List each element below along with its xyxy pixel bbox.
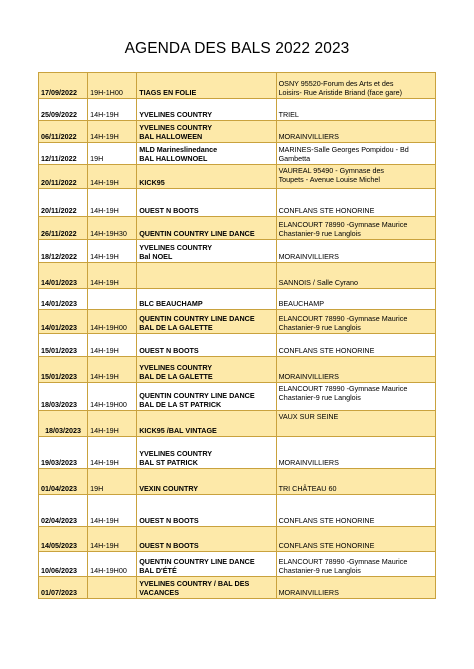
row-date: 26/11/2022 — [39, 217, 88, 240]
row-time: 14H-19H — [88, 121, 137, 143]
row-event-line: YVELINES COUNTRY — [139, 110, 213, 119]
row-event-line: VACANCES — [139, 588, 180, 597]
row-event-line: YVELINES COUNTRY — [139, 243, 213, 252]
row-event-line: BAL DE LA GALETTE — [139, 372, 213, 381]
row-event-line: Bal NOEL — [139, 252, 173, 261]
row-event-line: TIAGS EN FOLIE — [139, 88, 197, 97]
row-place — [276, 73, 435, 99]
row-place — [276, 495, 435, 527]
row-place-line: CONFLANS STE HONORINE — [278, 346, 375, 355]
row-place-line: VAUREAL 95490 - Gymnase des — [278, 166, 385, 175]
row-place — [276, 527, 435, 552]
row-event-line: BAL D'ÉTÉ — [139, 566, 177, 575]
row-place — [276, 143, 435, 165]
row-place-line: Chastanier-9 rue Langlois — [278, 323, 361, 332]
row-time: 14H-19H — [88, 99, 137, 121]
row-event — [137, 189, 276, 217]
row-event — [137, 217, 276, 240]
row-place — [276, 437, 435, 469]
row-place-line: VAUX SUR SEINE — [278, 412, 339, 421]
row-date: 20/11/2022 — [39, 189, 88, 217]
row-time: 14H-19H — [88, 263, 137, 289]
row-event — [137, 577, 276, 599]
row-place-line: CONFLANS STE HONORINE — [278, 206, 375, 215]
row-event-line: BAL DE LA ST PATRICK — [139, 400, 222, 409]
row-event-line: OUEST N BOOTS — [139, 206, 199, 215]
row-place — [276, 310, 435, 334]
table-row — [39, 310, 436, 334]
row-event — [137, 165, 276, 189]
row-place — [276, 411, 435, 437]
row-time: 14H-19H30 — [88, 217, 137, 240]
row-place-line: ELANCOURT 78990 -Gymnase Maurice — [278, 557, 408, 566]
row-event-line: QUENTIN COUNTRY LINE DANCE — [139, 557, 255, 566]
row-time: 14H-19H — [88, 527, 137, 552]
row-event-line: BAL HALLOWEEN — [139, 132, 203, 141]
row-place-line: MARINES-Salle Georges Pompidou - Bd — [278, 145, 409, 154]
row-date: 14/01/2023 — [39, 310, 88, 334]
row-event-line: YVELINES COUNTRY — [139, 449, 213, 458]
table-row — [39, 334, 436, 357]
table-row — [39, 143, 436, 165]
table-row — [39, 121, 436, 143]
row-event — [137, 411, 276, 437]
row-event-line: QUENTIN COUNTRY LINE DANCE — [139, 314, 255, 323]
row-place-line: Toupets - Avenue Louise Michel — [278, 175, 380, 184]
row-place — [276, 577, 435, 599]
row-event — [137, 121, 276, 143]
row-place-line: MORAINVILLIERS — [278, 132, 339, 141]
row-place — [276, 165, 435, 189]
table-row — [39, 411, 436, 437]
row-place-line: BEAUCHAMP — [278, 299, 325, 308]
table-row — [39, 527, 436, 552]
row-event — [137, 383, 276, 411]
row-event-line: OUEST N BOOTS — [139, 516, 199, 525]
row-date: 17/09/2022 — [39, 73, 88, 99]
row-event-line: OUEST N BOOTS — [139, 541, 199, 550]
row-time: 14H-19H00 — [88, 310, 137, 334]
row-event-line: BLC BEAUCHAMP — [139, 299, 203, 308]
row-place-line: Gambetta — [278, 154, 311, 163]
row-place-line: TRIEL — [278, 110, 299, 119]
agenda-table — [38, 72, 436, 599]
row-place — [276, 289, 435, 310]
row-place-line: MORAINVILLIERS — [278, 372, 339, 381]
row-event-line: MLD Marineslinedance — [139, 145, 218, 154]
row-event-line: YVELINES COUNTRY — [139, 363, 213, 372]
row-time: 14H-19H — [88, 437, 137, 469]
row-event — [137, 289, 276, 310]
row-place-line: SANNOIS / Salle Cyrano — [278, 278, 359, 287]
row-place-line: Loisirs- Rue Aristide Briand (face gare) — [278, 88, 402, 97]
row-time: 14H-19H00 — [88, 552, 137, 577]
row-event-line: YVELINES COUNTRY / BAL DES — [139, 579, 250, 588]
table-row — [39, 469, 436, 495]
row-event-line: QUENTIN COUNTRY LINE DANCE — [139, 229, 255, 238]
table-row — [39, 383, 436, 411]
row-time — [88, 577, 137, 599]
row-time: 14H-19H — [88, 357, 137, 383]
table-row — [39, 495, 436, 527]
row-place-line: ELANCOURT 78990 -Gymnase Maurice — [278, 384, 408, 393]
row-date: 14/01/2023 — [39, 289, 88, 310]
row-date: 01/07/2023 — [39, 577, 88, 599]
row-place-line: OSNY 95520-Forum des Arts et des — [278, 79, 394, 88]
row-time: 14H-19H — [88, 165, 137, 189]
row-place — [276, 263, 435, 289]
row-place — [276, 99, 435, 121]
row-date: 12/11/2022 — [39, 143, 88, 165]
row-date: 14/05/2023 — [39, 527, 88, 552]
row-date: 18/03/2023 — [39, 383, 88, 411]
table-row — [39, 240, 436, 263]
row-place-line: Chastanier-9 rue Langlois — [278, 393, 361, 402]
row-event-line: BAL HALLOWNOEL — [139, 154, 208, 163]
row-place-line: Chastanier-9 rue Langlois — [278, 566, 361, 575]
row-place — [276, 121, 435, 143]
row-event-line: YVELINES COUNTRY — [139, 123, 213, 132]
row-place-line: ELANCOURT 78990 -Gymnase Maurice — [278, 220, 408, 229]
row-event — [137, 527, 276, 552]
row-place-line: CONFLANS STE HONORINE — [278, 516, 375, 525]
table-row — [39, 99, 436, 121]
row-time: 14H-19H — [88, 411, 137, 437]
row-date: 15/01/2023 — [39, 357, 88, 383]
row-place-line: MORAINVILLIERS — [278, 252, 339, 261]
row-date: 10/06/2023 — [39, 552, 88, 577]
row-event — [137, 263, 276, 289]
row-event — [137, 469, 276, 495]
row-date: 02/04/2023 — [39, 495, 88, 527]
row-time: 19H-1H00 — [88, 73, 137, 99]
row-event-line: KICK95 — [139, 178, 165, 187]
table-row — [39, 73, 436, 99]
row-event — [137, 99, 276, 121]
row-time: 14H-19H — [88, 495, 137, 527]
row-date: 15/01/2023 — [39, 334, 88, 357]
table-row — [39, 577, 436, 599]
row-time: 19H — [88, 469, 137, 495]
row-event-line: BAL DE LA GALETTE — [139, 323, 213, 332]
row-place-line: Chastanier-9 rue Langlois — [278, 229, 361, 238]
row-event-line: BAL ST PATRICK — [139, 458, 198, 467]
table-row — [39, 437, 436, 469]
row-event — [137, 334, 276, 357]
row-place — [276, 334, 435, 357]
row-event-line: QUENTIN COUNTRY LINE DANCE — [139, 391, 255, 400]
row-time: 14H-19H00 — [88, 383, 137, 411]
row-place — [276, 469, 435, 495]
table-row — [39, 263, 436, 289]
row-event — [137, 552, 276, 577]
row-place-line: MORAINVILLIERS — [278, 458, 339, 467]
row-place — [276, 383, 435, 411]
row-event — [137, 357, 276, 383]
row-date: 14/01/2023 — [39, 263, 88, 289]
table-row — [39, 189, 436, 217]
row-date: 18/03/2023 — [39, 411, 88, 437]
row-time: 14H-19H — [88, 240, 137, 263]
row-event — [137, 143, 276, 165]
row-place — [276, 357, 435, 383]
row-date: 06/11/2022 — [39, 121, 88, 143]
table-row — [39, 289, 436, 310]
row-place — [276, 552, 435, 577]
row-event — [137, 310, 276, 334]
page-title: AGENDA DES BALS 2022 2023 — [124, 40, 350, 57]
row-place-line: CONFLANS STE HONORINE — [278, 541, 375, 550]
row-date: 25/09/2022 — [39, 99, 88, 121]
table-row — [39, 357, 436, 383]
table-row — [39, 165, 436, 189]
row-date: 20/11/2022 — [39, 165, 88, 189]
row-event-line: OUEST N BOOTS — [139, 346, 199, 355]
row-time: 14H-19H — [88, 334, 137, 357]
row-place — [276, 217, 435, 240]
row-date: 19/03/2023 — [39, 437, 88, 469]
row-date: 01/04/2023 — [39, 469, 88, 495]
row-place — [276, 189, 435, 217]
row-event — [137, 73, 276, 99]
row-place-line: TRI CHÂTEAU 60 — [278, 484, 337, 493]
table-row — [39, 217, 436, 240]
row-event — [137, 495, 276, 527]
row-event — [137, 437, 276, 469]
row-place-line: MORAINVILLIERS — [278, 588, 339, 597]
row-place — [276, 240, 435, 263]
table-row — [39, 552, 436, 577]
row-place-line: ELANCOURT 78990 -Gymnase Maurice — [278, 314, 408, 323]
row-event — [137, 240, 276, 263]
row-event-line: VEXIN COUNTRY — [139, 484, 199, 493]
row-event-line: KICK95 /BAL VINTAGE — [139, 426, 217, 435]
row-date: 18/12/2022 — [39, 240, 88, 263]
row-time: 19H — [88, 143, 137, 165]
row-time — [88, 289, 137, 310]
row-time: 14H-19H — [88, 189, 137, 217]
